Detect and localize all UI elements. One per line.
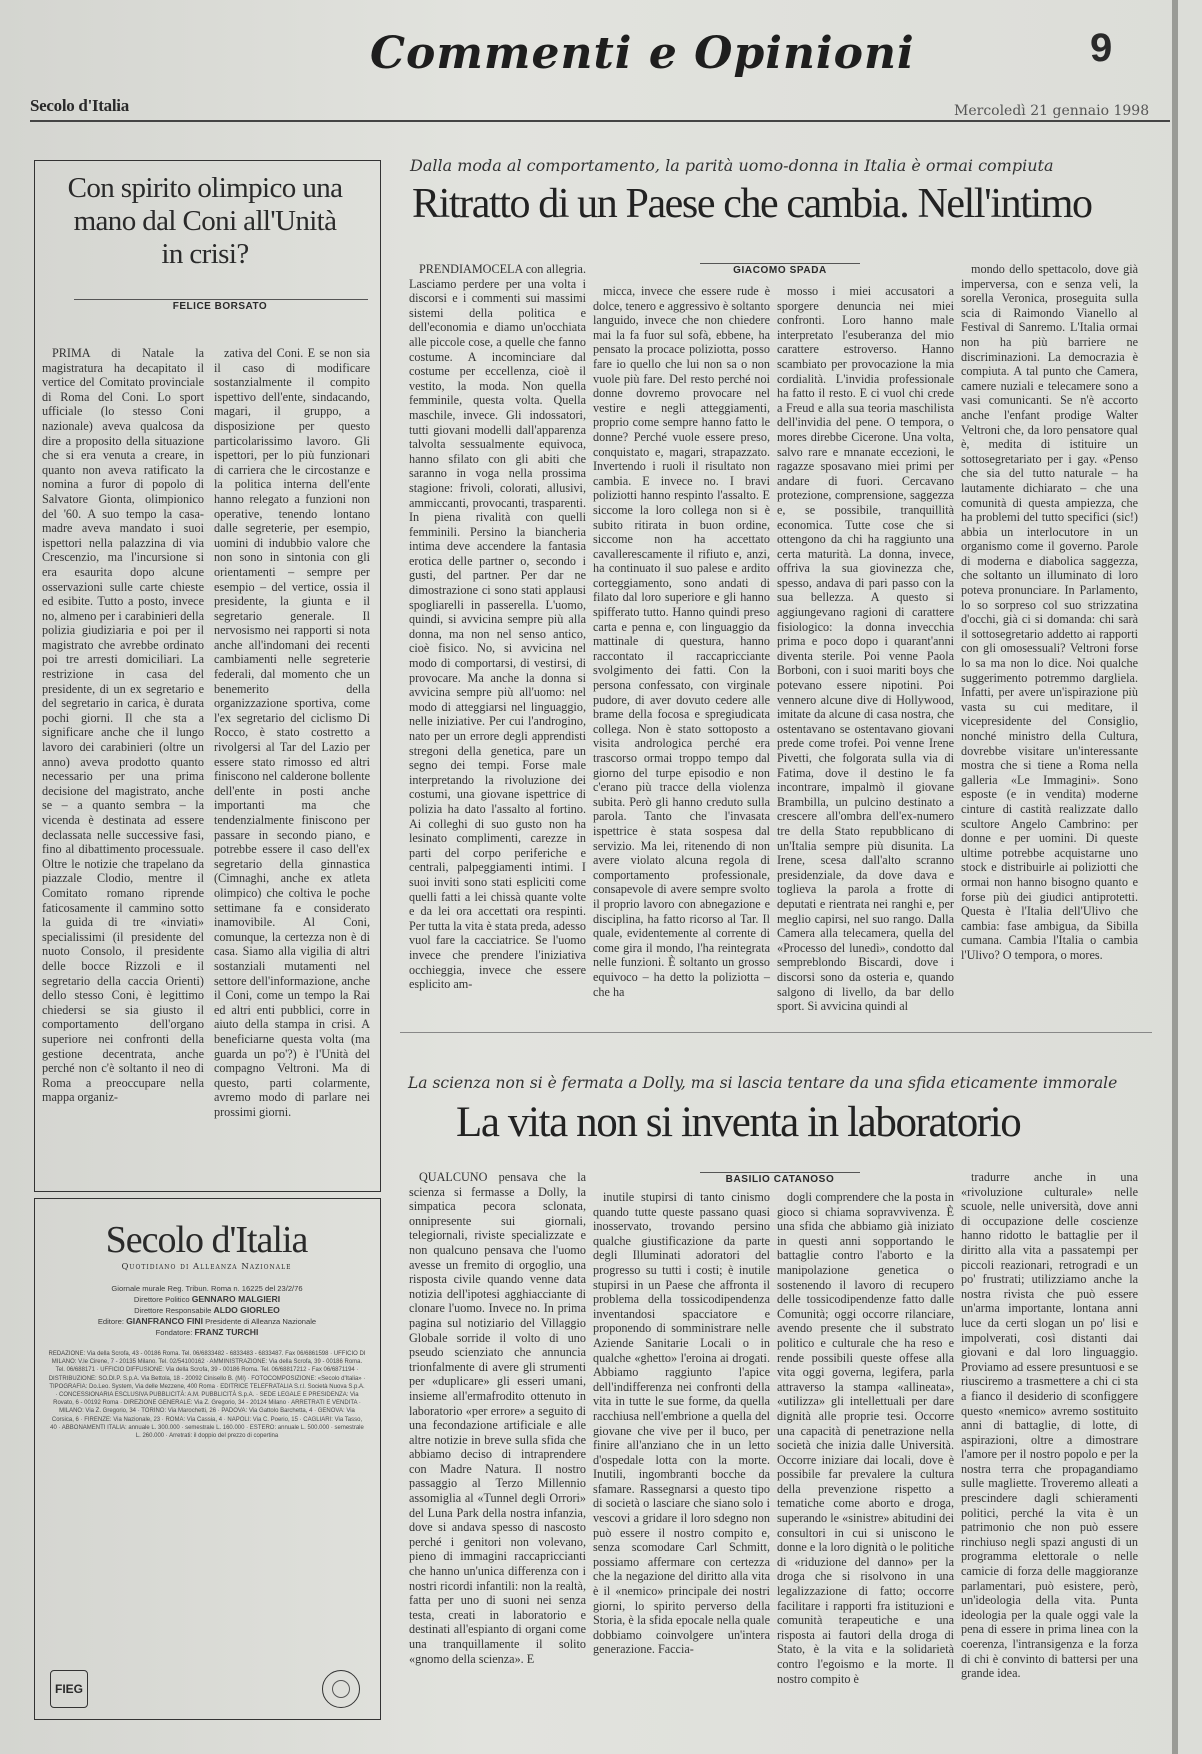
masthead-credits bbox=[48, 1284, 366, 1338]
page-number: 9 bbox=[1090, 26, 1113, 70]
article1-col2-text: micca, invece che essere rude è dolce, tenero e aggressivo è soltanto languido, invece che non chiedere mai la fa fuor sul sofà, ebbene, ha pensato la procace poliziotta, posso fare io quello che lui non sa o non vuole più fare. Del resto perché noi donne dovremo provocare nel vestire e negli atteggiamenti, proprio come sempre hanno fatto le donne? Perché vuole essere preso, conquistato e, magari, strapazzato. Invertendo i ruoli il risultato non cambia. E invece no. I bravi poliziotti hanno respinto l'assalto. E siccome la loro collega non si è subito ritirata in buon ordine, siccome non ha accettato cavallerescamente il rifiuto e, anzi, ha continuato il suo palese e ardito corteggiamento, sono andati di filato dal loro superiore e gli hanno spifferato tutto. Hanno quindi preso carta e penna e, con linguaggio da mattinale di questura, hanno raccontato il raccapricciante svolgimento dei fatti. Con la persona confessato, con virginale pudore, di aver dovuto cedere alle brame della focosa e spregiudicata collega. Non è stato sottoposto a visita andrologica perché era trascorso ormai troppo tempo dal giorno del turpe episodio e non c'erano più tracce della violenza subita. Però gli hanno creduto sulla parola. Tanto che l'invasata ispettrice è stata sospesa dal servizio. Ma lei, ritenendo di non avere violato alcuna regola di comportamento professionale, consapevole di avere sempre svolto il proprio lavoro con abnegazione e disciplina, ha fatto ricorso al Tar. Il quale, evidentemente al corrente di come gira il mondo, l'ha reintegrata nelle funzioni. È soltanto un grosso equivoco – ha detto la poliziotta – che ha bbox=[593, 284, 770, 999]
sidebar-byline: FELICE BORSATO bbox=[172, 301, 268, 312]
publisher-role: Presidente di Alleanza Nazionale bbox=[205, 1317, 317, 1326]
article2-headline: La vita non si inventa in laboratorio bbox=[456, 1099, 1021, 1146]
masthead-box bbox=[34, 1198, 381, 1720]
sidebar-column-2 bbox=[214, 346, 370, 1178]
article1-byline-rule bbox=[700, 263, 860, 264]
masthead-subtitle: Quotidiano di Alleanza Nazionale bbox=[121, 1262, 292, 1272]
header-brand: Secolo d'Italia bbox=[30, 96, 129, 115]
issue-date: Mercoledì 21 gennaio 1998 bbox=[954, 103, 1150, 119]
director-label: Direttore Politico bbox=[133, 1295, 190, 1304]
article1-column-4 bbox=[961, 262, 1138, 994]
article-separator bbox=[400, 1032, 1152, 1033]
article1-col3-text: mosso i miei accusatori a sporgere denuncia nei miei confronti. Loro hanno male interpretato l'esuberanza del mio carattere estroverso. Hanno scambiato per provocazione la mia cordialità. L'invidia professionale ha fatto il resto. E ci vuol chi crede a Freud e alla sua teoria maschilista dell'invidia del pene. O tempora, o mores direbbe Cicerone. Una volta, salvo rare e mnanate eccezioni, le ragazze sposavano miei primi per andare di fuori. Cercavano protezione, comprensione, saggezza e, se possibile, tranquillità economica. Tutte cose che si ottengono da chi ha raggiunto una certa maturità. La donna, invece, offriva la sua giovinezza che, spesso, andava di pari passo con la sua bellezza. A questo si aggiungevano ragioni di carattere fisiologico: la donna invecchia prima e poco dopo i quarant'anni diventa sterile. Poi venne Paola Borboni, con i suoi mariti boys che potevano essere nipotini. Poi vennero alcune dive di Hollywood, imitate da alcune di casa nostra, che ostentavano se ostentavano giovani prede come trofei. Poi venne Irene Pivetti, che folgorata sulla via di Fatima, dove il destino le fa incontrare, impalmò il giovane Brambilla, un pulcino destinato a crescere all'ombra dell'ex-numero tre della Stato repubblicano di un'Italia sempre più disunita. La Irene, scesa dall'alto scranno presidenziale, da dove dava e toglieva la parola a frotte di deputati e rientrata nei ranghi e, per meglio capirsi, nel suo rango. Dalla Camera alla telecamera, quella del «Processo del lunedì», condotto dal sempreblondo Biscardi, dove i discorsi sono da osteria e, quando salgono di livello, da bar dello sport. Si avvicina quindi al bbox=[777, 284, 954, 1014]
article2-column-2 bbox=[593, 1190, 770, 1736]
header-rule bbox=[30, 120, 1170, 122]
masthead-name: Secolo d'Italia bbox=[105, 1219, 308, 1261]
article2-kicker: La scienza non si è fermata a Dolly, ma si lascia tentare da una sfida eticamente immorale bbox=[408, 1074, 1118, 1092]
article2-col3-text: dogli comprendere che la posta in gioco si chiama sopravvivenza. È una sfida che abbiamo già iniziato in questi anni sopportando le battaglie contro l'aborto e la manipolazione genetica o sostenendo il lavoro di recupero delle tossicodipendenze fatto dalle Comunità; oggi occorre rilanciare, avendo presente che il substrato politico e culturale che ha reso e rende possibili queste offese alla vita oggi governa, legifera, parla attraverso la stampa «allineata», «utilizza» gli intellettuali per dare dignità alle proprie tesi. Occorre una capacità di penetrazione nella società che inizia dalle Università. Occorre iniziare dai locali, dove è possibile far prevalere la cultura della prevenzione rispetto a tematiche come aborto e droga, superando le «sinistre» abitudini dei consultori in cui si uniscono le donne e la loro dignità o le politiche di «riduzione del danno» per la droga che si risolvono in una legalizzazione di fatto; occorre facilitare i rapporti fra istituzioni e comunità terapeutiche e una risposta ai fautori della droga di Stato, è la vita e la solidarietà contro l'egoismo e la morte. Il nostro compito è bbox=[777, 1190, 954, 1686]
article1-column-3 bbox=[777, 284, 954, 1014]
article2-column-1 bbox=[409, 1170, 586, 1736]
article2-column-4 bbox=[961, 1170, 1138, 1736]
article1-column-2 bbox=[593, 284, 770, 999]
article2-col2-text: inutile stupirsi di tanto cinismo quando tutte queste passano quasi inosservato, trovando persino qualche giustificazione da parte degli Illuminati adoratori del progresso su tutti i costi; è inutile stupirsi in un Paese che affronta il problema della tossicodipendenza inventandosi spacciatore e proponendo di somministrare nelle Aziende Sanitarie Locali o in qualche «ghetto» l'eroina ai drogati. Abbiamo raggiunto l'apice dell'indifferenza nei confronti della vita in tutte le sue forme, da quella racchiusa nell'embrione a quella del giovane che vive per il buco, per finire all'anziano che in un letto d'ospedale lotta con la morte. Inutili, ingombranti bocche da sfamare. Rassegnarsi a questo tipo di società o lasciare che siano solo i vescovi a gridare il loro sdegno non può essere il nostro compito e, senza scomodare Carl Schmitt, possiamo affermare con certezza che la negazione del diritto alla vita è il «nemico» principale dei nostri giorni, lo spirito perverso della Storia, è la sfida epocale nella quale dobbiamo coinvolgere un'intera generazione. Faccia- bbox=[593, 1190, 770, 1657]
founder-name: FRANZ TURCHI bbox=[194, 1327, 259, 1337]
editor-name: ALDO GIORLEO bbox=[213, 1305, 280, 1315]
editor-label: Direttore Responsabile bbox=[134, 1306, 212, 1315]
article1-col4-text: mondo dello spettacolo, dove già imperversa, con e senza veli, la sorella Veronica, proseguita sulla scia di Raimondo Vianello al Festival di Sanremo. L'Italia ormai non ha più barriere ne discriminazioni. La democrazia è compiuta. A tal punto che Camera, camere nuziali e telecamere sono a vasi comunicanti. Se n'è accorto anche l'enfant prodige Walter Veltroni che, da loro pensatore qual è, medita di istituire un sottosegretariato per i gay. «Penso che sia del tutto naturale – ha lautamente dichiarato – che una comunità di questa ampiezza, che ha problemi del tutto specifici (sic!) abbia un interlocutore in un organismo come il governo. Parole di moderna e diabolica saggezza, che soltanto un illuminato di loro poteva pronunciare. In Parlamento, lo so sorpreso col suo strizzatina d'occhi, già ci si domanda: chi sarà il sottosegretario addetto ai rapporti con gli omosessuali? Veltroni forse lo sa ma non lo dice. Noi qualche suggerimento potremmo dargliela. Infatti, per avere un'ispirazione più vasta su cui meditare, il vicepresidente del Consiglio, nonché ministro della Cultura, dovrebbe visitare un'interessante mostra che si tiene a Roma nella galleria «Le Immagini». Sono esposte (e in vendita) moderne cinture di castità realizzate dallo scultore Angelo Cambrino: per donne e per uomini. Di queste ultime potrebbe acquistarne uno stock e distribuirle ai poliziotti che ormai non hanno bisogno quanto e forse più dei giudici antiprotetti. Questa è l'Italia dell'Ulivo che cambia: fase ambigua, da Sibilla cumana. Cambia l'Italia o cambia l'Ulivo? O tempora, o mores. bbox=[961, 262, 1138, 962]
sidebar-col2-text: zativa del Coni. E se non sia il caso di modificare sostanzialmente il compito ispettivo dell'ente, sindacando, magari, il gruppo, a disposizione per questo particolarissimo lavoro. Gli ispettori, per lo più funzionari di carriera che le circostanze e la politica interna dell'ente hanno relegato a funzioni non operative, tenendo lontano dalle segreterie, per esempio, uomini di indubbio valore che non sono in sintonia con gli orientamenti – sempre per esempio – del vertice, ossia il presidente, la giunta e il segretario generale. Il nervosismo nei rapporti si nota anche all'indomani dei recenti cambiamenti nelle segreterie federali, dal momento che un benemerito della organizzazione sportiva, come l'ex segretario del ciclismo Di Rocco, è stato costretto a rivolgersi al Tar del Lazio per essere stato rimosso ed altri finiscono nel calderone bollente dell'ente in posti anche importanti ma che tendenzialmente finiscono per passare in secondo piano, e potrebbe essere il caso dell'ex segretario della ginnastica (Cimnaghi, anche ex atleta olimpico) che coltiva le poche settimane fa e considerato inamovibile. Al Coni, comunque, la certezza non è di casa. Siamo alla vigilia di altri sostanziali mutamenti nel settore dell'informazione, anche il Coni, come un tempo la Rai ed altri enti pubblici, corre in aiuto della stampa in crisi. A beneficiarne questa volta (ma guarda un po'?) è l'Unità del compagno Veltroni. Ma di questo, parti colarmente, avremo modo di parlare nei prossimi giorni. bbox=[214, 346, 371, 1119]
page-edge-shadow bbox=[1172, 0, 1178, 1754]
article2-column-3 bbox=[777, 1190, 954, 1736]
publisher-name: GIANFRANCO FINI bbox=[126, 1316, 203, 1326]
article2-col1-text: QUALCUNO pensava che la scienza si fermasse a Dolly, la simpatica pecora sclonata, onnipresente sui giornali, telegiornali, riviste specializzate e non qualcuno pensava che l'uomo avesse un fremito di orgoglio, una risposta civile quando venne data notizia dell'ipotesi agghiacciante di clonare l'uomo. Invece no. In prima pagina sul notiziario del Villaggio Globale sorride il volto di uno pseudo scienziato che annuncia trionfalmente di avere gli strumenti per «duplicare» gli esseri umani, insieme all'ermafrodito ottenuto in laboratorio «per errore» a seguito di una fecondazione artificiale e alle altre notizie in breve sulla sfida che abbiamo deciso di intraprendere con Madre Natura. Il nostro passaggio al Terzo Millennio assomiglia al «Tunnel degli Orrori» del Luna Park della nostra infanzia, dove si andava spesso di nascosto perché i genitori non volevano, pieno di immagini raccapriccianti che hanno un'unica differenza con i nostri ricordi infantili: non la realtà, fatta per uno di suoni nei senza testa, creati in laboratorio e destinati all'espianto di organi come una tranquillamente il solito «gnomo della scienza». E bbox=[409, 1170, 586, 1666]
section-title bbox=[370, 28, 915, 79]
sidebar-byline-rule bbox=[74, 299, 368, 300]
section-title-text: Commenti e Opinioni bbox=[370, 28, 915, 79]
article1-column-1 bbox=[409, 262, 586, 994]
article1-headline: Ritratto di un Paese che cambia. Nell'intimo bbox=[412, 181, 1092, 227]
article1-byline: GIACOMO SPADA bbox=[733, 265, 827, 276]
masthead-small-print: REDAZIONE: Via della Scrofa, 43 - 00186 Roma. Tel. 06/6833482 - 6833483 - 6833487. Fax 06/6861598 · UFFICIO DI MILANO: V.le Cirene, 7 - 20135 Milano. Tel. 02/54100162 · AMMINISTRAZIONE: Via della Scrofa, 39 - 00186 Roma. Tel. 06/688171 · UFFICIO DIFFUSIONE: Via della Scrofa, 39 - 00186 Roma. Tel. 06/68817212 - Fax 06/6871194 · DISTRIBUZIONE: SO.DI.P. S.p.A. Via Bettola, 18 - 20092 Cinisello B. (MI) · FOTOCOMPOSIZIONE: «Secolo d'Italia» · TIPOGRAFIA: Do.Leo. System, Via delle Mezzene, 400 Roma · EDITRICE TELEFRATALIA S.r.l. Società Nuova S.p.A. · CONCESSIONARIA ESCLUSIVA PUBBLICITÀ: A.M. PUBBLICITÀ S.p.A. · SEDE LEGALE E PRESIDENZA: Via Rovato, 6 - 00192 Roma · DIREZIONE GENERALE: Via Z. Gregorio, 34 - 20124 Milano · ARRETRATI E VENDITA · MILANO: Via Z. Gregorio, 34 · TORINO: Via Marochetti, 26 · PADOVA: Via Gattolo Barchetta, 4 · GENOVA: Via Corsica, 6 · FIRENZE: Via Nazionale, 23 · ROMA: Via Cassia, 4 · NAPOLI: Via C. Poerio, 15 · CAGLIARI: Via Tasso, 40 · ABBONAMENTI ITALIA: annuale L. 300.000 · semestrale L. 160.000 · ESTERO: annuale L. 500.000 · semestrale L. 260.000 · Arretrati: il doppio del prezzo di copertina bbox=[48, 1351, 366, 1440]
certification-seal-icon bbox=[322, 1670, 360, 1708]
article1-col1-text: PRENDIAMOCELA con allegria. Lasciamo perdere per una volta i discorsi e i commenti sui massimi sistemi della politica e dell'economia e diamo un'occhiata alle piccole cose, a quelle che fanno costume. A incominciare dal costume per eccellenza, cioè il vestito, la moda. Non quella femminile, questa volta. Quella maschile, invece. Gli indossatori, tutti giovani modelli dall'apparenza talvolta sessualmente equivoca, hanno sfilato con gli abiti che saranno in voga nella prossima stagione: frivoli, colorati, allusivi, ammiccanti, provocanti, trasparenti. In piena rivalità con quelli femminili. Persino la biancheria intima deve accendere la fantasia erotica delle partner o, secondo i gusti, del partner. Per dar ne dimostrazione ci sono stati applausi spogliarelli in passerella. L'uomo, quindi, si avvicina sempre più alla donna, ma non nel senso antico, cioè fisico. No, si avvicina nel modo di comportarsi, di vestirsi, di provocare. Ma anche la donna si avvicina sempre più all'uomo: nel modo di atteggiarsi nel linguaggio, nelle iniziative. Per cui l'androgino, nato per un errore degli apprendisti stregoni della genetica, pare un segno dei tempi. Forse male interpretando la rivoluzione dei costumi, una giovane ispettrice di polizia ha dato l'assalto al fortino. Ai colleghi di suo gusto non ha lesinato complimenti, carezze in parti del corpo periferiche e centrali, palpeggiamenti intimi. I suoi inviti sono stati espliciti come quelli fatti a lei chissà quante volte e da lei ora accettati ora respinti. Per tutta la vita è stata preda, adesso vuol fare la cacciatrice. Se l'uomo invece che prendere l'iniziativa occhieggia, invece che essere esplicito am- bbox=[409, 262, 586, 992]
masthead-registration: Giornale murale Reg. Tribun. Roma n. 16225 del 23/2/76 bbox=[111, 1284, 303, 1293]
publisher-label: Editore: bbox=[97, 1317, 124, 1326]
director-name: GENNARO MALGIERI bbox=[191, 1294, 281, 1304]
sidebar-headline: Con spirito olimpico una mano dal Coni all'Unità in crisi? bbox=[67, 172, 343, 270]
sidebar-col1-text: PRIMA di Natale la magistratura ha decapitato il vertice del Comitato provinciale di Roma del Coni. Lo sport ufficiale (lo stesso Coni nazionale) aveva qualcosa da dire a proposito della situazione che si era venuta a creare, in quanto non aveva ratificato la nomina a furor di popolo di Salvatore Gionta, olimpionico del '60. A suo tempo la casa-madre aveva mandato i suoi ispettori nella palazzina di via Crescenzio, ma l'incursione si era esaurita dopo alcune osservazioni sulle carte chieste ed esibite. Tutto a posto, invece no, almeno per i carabinieri della polizia giudiziaria e poi per il magistrato che avrebbe ordinato poi tre arresti domiciliari. La restrizione in casa del presidente, di un ex segretario e del segretario in carica, è durata pochi giorni. Il che sta a significare anche che il lungo lavoro dei carabinieri (oltre un anno) aveva prodotto quanto necessario per una prima decisione del magistrato, anche se – a quanto sembra – la vicenda è destinata ad essere declassata nelle successive fasi, fino al dibattimento processuale. Oltre le notizie che trapelano da piazzale Clodio, mentre il Comitato romano riprende faticosamente il cammino sotto la guida di tre «inviati» specialissimi (il presidente del nuoto Consolo, il presidente delle bocce Rizzoli e il segretario della caccia Orienti) dello stesso Coni, è legittimo chiedersi se sia giusto il comportamento dell'organo superiore nei confronti della gestione decentrata, anche perché non c'è soltanto il neo di Roma a preoccupare nella mappa organiz- bbox=[42, 346, 204, 1105]
sidebar-column-1 bbox=[42, 346, 204, 1178]
article1-kicker: Dalla moda al comportamento, la parità uomo-donna in Italia è ormai compiuta bbox=[410, 156, 1054, 175]
article2-byline: BASILIO CATANOSO bbox=[725, 1174, 835, 1185]
fieg-logo: FIEG bbox=[50, 1670, 88, 1708]
article2-byline-rule bbox=[700, 1172, 860, 1173]
founder-label: Fondatore: bbox=[155, 1328, 193, 1337]
article2-col4-text: tradurre anche in una «rivoluzione culturale» nelle scuole, nelle università, dove anni di occupazione delle coscienze hanno ridotto le battaglie per il diritto alla vita a passatempi per piccoli reazionari, retrogradi e un po' frustrati; utilizziamo anche la nostra rivista che può essere un'arma importante, lontana anni luce da certi slogan un po' lisi e impolverati, così distanti dai giovani e dal loro linguaggio. Proviamo ad essere presuntuosi e se riusciremo a trasmettere a chi ci sta a fianco il desiderio di sconfiggere questo «nemico» avremo sostituito anni di battaglie, di lotte, di aspirazioni, oltre a dimostrare l'amore per il nostro popolo e per la nostra terra che propagandiamo sulle magliette. Troveremo alleati a prescindere dagli schieramenti politici, perché la vita è un patrimonio che non può essere rinchiuso negli spazi angusti di un programma elettorale o nelle camicie di forza delle maggioranze parlamentari, può esistere, però, un'ideologia della vita. Punta ideologia per la quale oggi vale la pena di essere in prima linea con la coerenza, l'intransigenza e la forza di chi è convinto di battersi per una grande idea. bbox=[961, 1170, 1138, 1681]
